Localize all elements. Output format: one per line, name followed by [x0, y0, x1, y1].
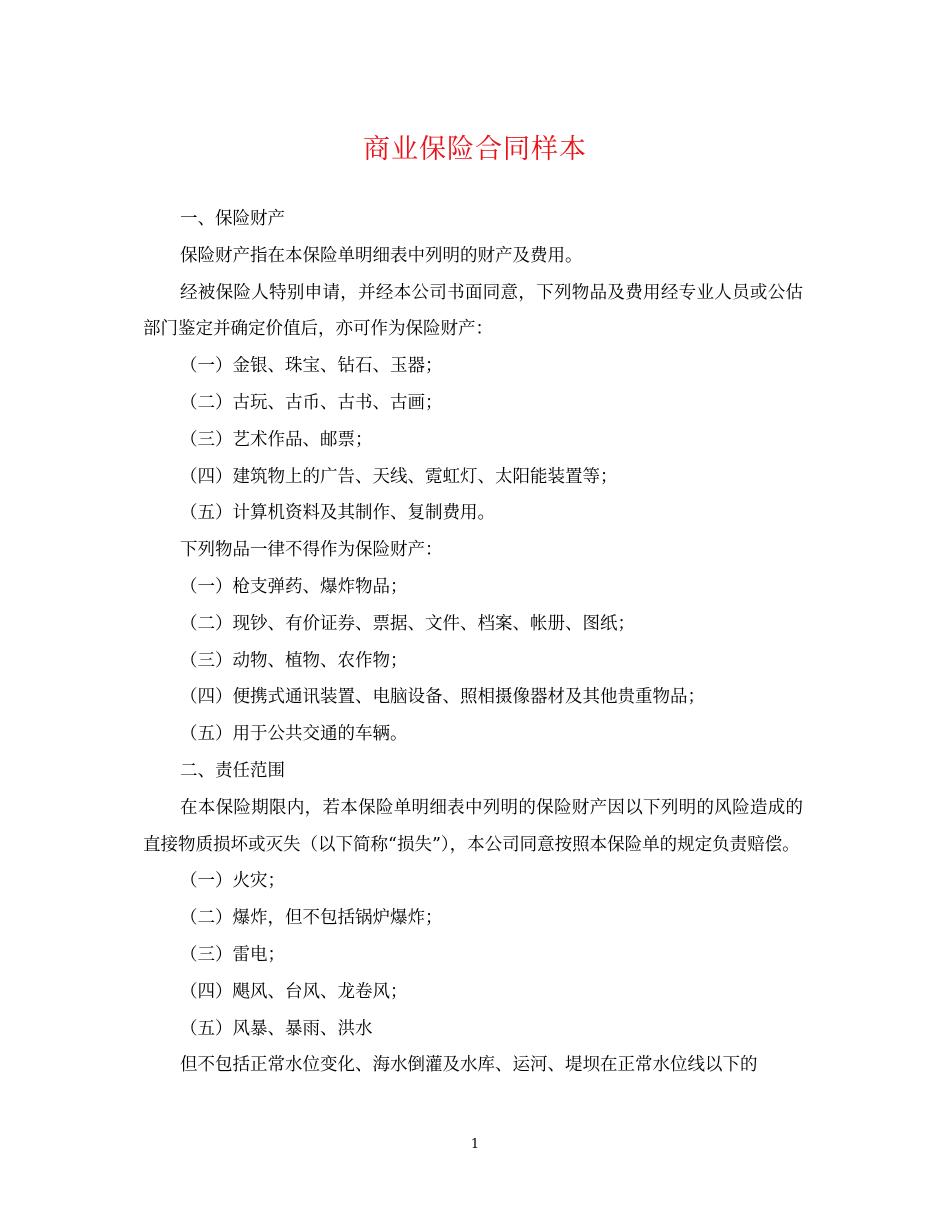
- page-number: 1: [470, 1137, 480, 1152]
- list-item: （三）艺术作品、邮票；: [180, 429, 373, 450]
- paragraph: 但不包括正常水位变化、海水倒灌及水库、运河、堤坝在正常水位线以下的: [180, 1055, 758, 1076]
- list-item: （三）雷电；: [180, 944, 285, 965]
- list-item: （五）风暴、暴雨、洪水: [180, 1018, 373, 1039]
- list-item: （四）便携式通讯装置、电脑设备、照相摄像器材及其他贵重物品；: [180, 687, 705, 708]
- list-item: （五）计算机资料及其制作、复制费用。: [180, 503, 495, 524]
- list-item: （一）金银、珠宝、钻石、玉器；: [180, 356, 443, 377]
- paragraph: 经被保险人特别申请，并经本公司书面同意，下列物品及费用经专业人员或公估部门鉴定并确定价值后，亦可作为保险财产：: [143, 282, 803, 340]
- list-item: （五）用于公共交通的车辆。: [180, 724, 408, 745]
- list-item: （四）飓风、台风、龙卷风；: [180, 981, 408, 1002]
- document-title: 商业保险合同样本: [363, 134, 587, 165]
- list-item: （四）建筑物上的广告、天线、霓虹灯、太阳能装置等；: [180, 466, 618, 487]
- paragraph: 下列物品一律不得作为保险财产：: [180, 540, 443, 561]
- list-item: （二）爆炸，但不包括锅炉爆炸；: [180, 908, 443, 929]
- paragraph: 在本保险期限内，若本保险单明细表中列明的保险财产因以下列明的风险造成的直接物质损坏或灭失（以下简称“损失”），本公司同意按照本保险单的规定负责赔偿。: [143, 797, 803, 855]
- list-item: （一）火灾；: [180, 871, 285, 892]
- list-item: （三）动物、植物、农作物；: [180, 650, 408, 671]
- list-item: （一）枪支弹药、爆炸物品；: [180, 576, 408, 597]
- list-item: （二）现钞、有价证券、票据、文件、档案、帐册、图纸；: [180, 613, 635, 634]
- paragraph: 保险财产指在本保险单明细表中列明的财产及费用。: [180, 245, 583, 266]
- section-heading: 二、责任范围: [180, 760, 285, 781]
- list-item: （二）古玩、古币、古书、古画；: [180, 392, 443, 413]
- document-body: [143, 201, 803, 1084]
- section-heading: 一、保险财产: [180, 209, 285, 229]
